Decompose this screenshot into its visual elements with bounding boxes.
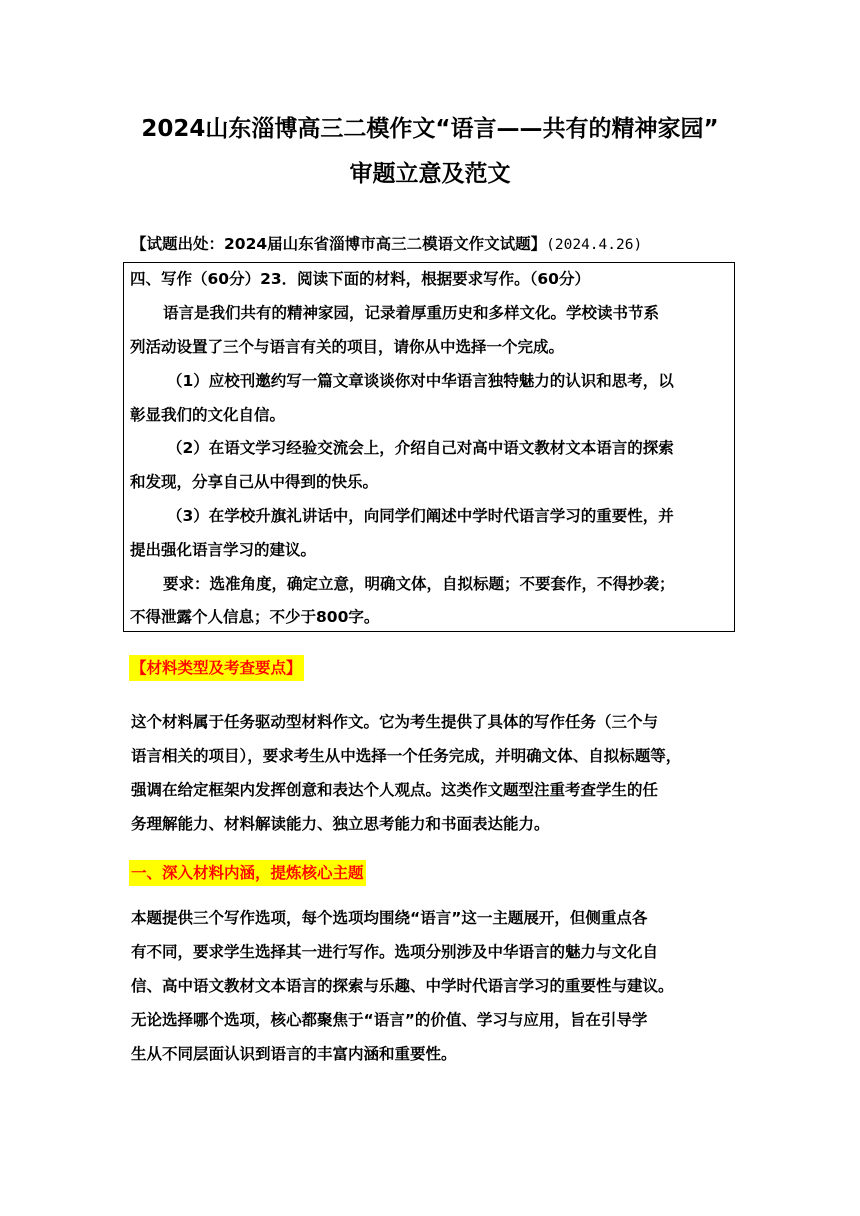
section-heading-material-type: 【材料类型及考查要点】	[129, 655, 304, 681]
question-line: 四、写作（60分）23．阅读下面的材料，根据要求写作。（60分）	[130, 270, 590, 288]
question-line: 要求：选准角度，确定立意，明确文体，自拟标题；不要套作，不得抄袭；	[163, 575, 675, 593]
source-citation	[131, 233, 771, 256]
question-line: 列活动设置了三个与语言有关的项目，请你从中选择一个完成。	[130, 338, 565, 356]
paragraph-line: 信、高中语文教材文本语言的探索与乐趣、中学时代语言学习的重要性与建议。	[131, 977, 674, 995]
section-heading-core-theme: 一、深入材料内涵，提炼核心主题	[129, 860, 366, 886]
question-line: 语言是我们共有的精神家园，记录着厚重历史和多样文化。学校读书节系	[163, 304, 660, 322]
question-line: （3）在学校升旗礼讲话中，向同学们阐述中学时代语言学习的重要性，并	[167, 507, 674, 525]
paragraph-line: 本题提供三个写作选项，每个选项均围绕“语言”这一主题展开，但侧重点各	[131, 909, 648, 927]
question-line: 和发现，分享自己从中得到的快乐。	[130, 473, 379, 491]
paragraph-line: 强调在给定框架内发挥创意和表达个人观点。这类作文题型注重考查学生的任	[131, 781, 659, 799]
paragraph-line: 务理解能力、材料解读能力、独立思考能力和书面表达能力。	[131, 815, 550, 833]
source-date: (2024.4.26)	[546, 237, 643, 253]
document-title-line1: 2024山东淄博高三二模作文“语言——共有的精神家园”	[141, 116, 719, 142]
question-line: 彰显我们的文化自信。	[130, 406, 286, 424]
paragraph-line: 生从不同层面认识到语言的丰富内涵和重要性。	[131, 1045, 457, 1063]
paragraph-line: 语言相关的项目），要求考生从中选择一个任务完成，并明确文体、自拟标题等，	[131, 747, 682, 765]
document-title-line2: 审题立意及范文	[349, 161, 511, 187]
question-line: 提出强化语言学习的建议。	[130, 541, 317, 559]
paragraph-line: 无论选择哪个选项，核心都聚焦于“语言”的价值、学习与应用，旨在引导学	[131, 1011, 648, 1029]
source-label: 【试题出处：2024届山东省淄博市高三二模语文作文试题】	[131, 235, 547, 253]
question-line: （2）在语文学习经验交流会上，介绍自己对高中语文教材文本语言的探索	[167, 439, 674, 457]
question-line: （1）应校刊邀约写一篇文章谈谈你对中华语言独特魅力的认识和思考，以	[167, 372, 674, 390]
paragraph-line: 这个材料属于任务驱动型材料作文。它为考生提供了具体的写作任务（三个与	[131, 713, 659, 731]
question-line: 不得泄露个人信息；不少于800字。	[130, 608, 380, 626]
paragraph-line: 有不同，要求学生选择其一进行写作。选项分别涉及中华语言的魅力与文化自	[131, 943, 659, 961]
